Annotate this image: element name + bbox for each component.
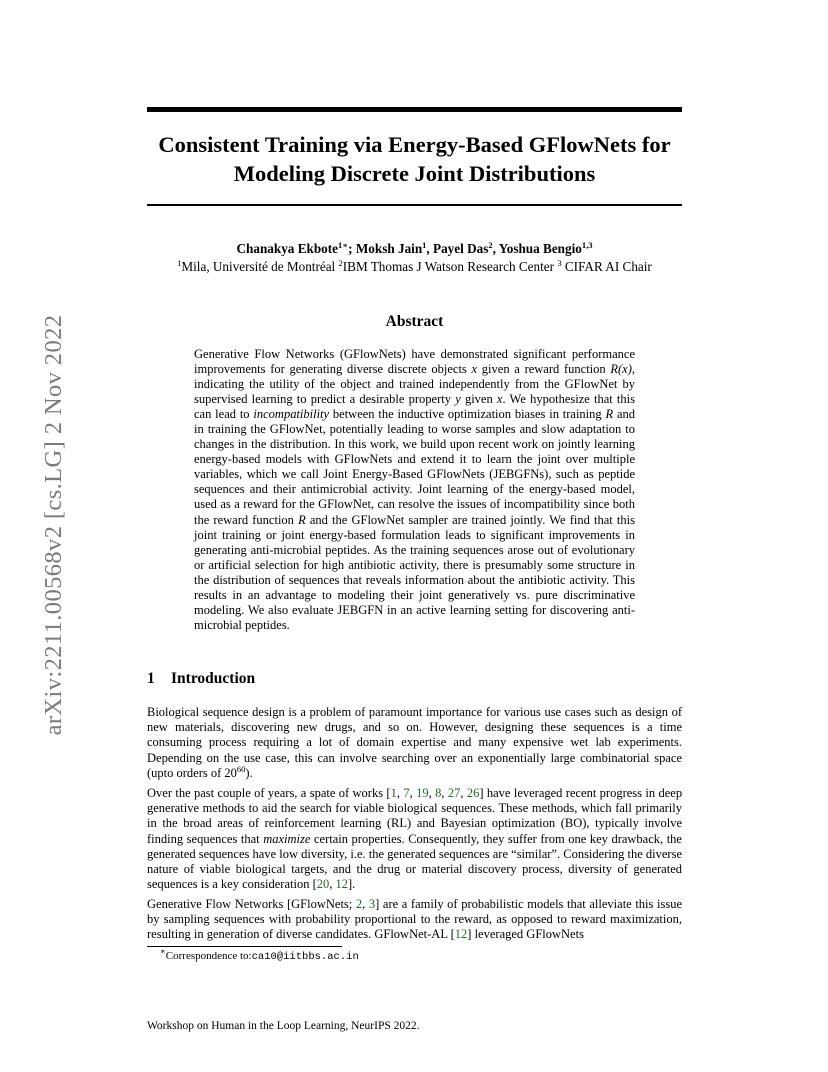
title-line-2: Modeling Discrete Joint Distributions	[233, 161, 596, 186]
math-var: x	[496, 392, 503, 407]
aff-1-sup: 1	[177, 258, 182, 268]
abstract-text: between the inductive optimization biases in training	[329, 407, 606, 422]
abstract-text: and in training the GFlowNet, potentially leading to worse samples and slow adaptation to changes in the distribution. In this work, we build upon recent work on jointly learning energy-based models with GFlowNets and extend it to learn the joint over multiple variables, which we call Joint Energy-Based GFlowNets (JEBGFNs), such as peptide sequences and their antimicrobial activity. Joint learning of the energy-based model, used as a reward for the GFlowNet, can resolve the issues of incompatibility since both the reward function	[194, 407, 636, 527]
abstract-heading: Abstract	[385, 313, 444, 330]
section-number: 1	[147, 670, 155, 687]
citation-link[interactable]: 8	[435, 786, 442, 800]
body-text: certain properties. Consequently, they suffer from one key drawback, the generated sequences have low diversity, i.e. the generated sequences are “similar”. Considering the diverse nature of viable biological targets, and the drug or material discovery process, diversity of generated sequences is a key consideration [	[147, 831, 682, 892]
author-1-sup: 1∗	[338, 240, 349, 250]
author-2-sup: 1	[422, 240, 427, 250]
body-text: Over the past couple of years, a spate of works [	[147, 786, 391, 800]
venue-footer: Workshop on Human in the Loop Learning, NeurIPS 2022.	[147, 1020, 420, 1032]
paragraph-1	[147, 705, 682, 781]
paragraph-2: Over the past couple of years, a spate of works [1, 7, 19, 8, 27, 26] have leveraged recent progress in deep generative methods to aid the search for viable biological sequences. These methods, which fall primarily in the broad areas of reinforcement learning (RL) and Bayesian optimization (BO), typically involve finding sequences that maximize certain properties. Consequently, they suffer from one key drawback, the generated sequences have low diversity, i.e. the generated sequences are “similar”. Considering the diverse nature of viable biological targets, and the drug or material discovery process, diversity of generated sequences is a key consideration [20, 12].	[147, 786, 683, 892]
citation-link[interactable]: 27	[447, 786, 461, 800]
body-text: ].	[347, 877, 356, 892]
math-var: R	[605, 407, 614, 422]
section-heading	[147, 670, 255, 688]
author-4-sup: 1,3	[581, 240, 593, 250]
citation-link[interactable]: 7	[403, 786, 410, 800]
affiliation-2: IBM Thomas J Watson Research Center	[342, 259, 558, 274]
citation-link[interactable]: 12	[454, 927, 468, 942]
footnote	[160, 946, 359, 964]
abstract-text: . We hypothesize that this can lead to	[194, 392, 635, 422]
math-var: R	[298, 512, 306, 527]
citation-link[interactable]: 12	[335, 877, 348, 892]
section-title: Introduction	[171, 670, 256, 687]
citation-link[interactable]: 1	[390, 786, 397, 800]
emphasis: maximize	[263, 831, 311, 846]
affiliations	[140, 258, 689, 276]
superscript: 60	[236, 763, 246, 774]
arxiv-stamp-text: arXiv:2211.00568v2 [cs.LG] 2 Nov 2022	[40, 314, 67, 736]
abstract-text: Generative Flow Networks (GFlowNets) have demonstrated significant performance improvements for generating diverse discrete objects	[194, 347, 635, 377]
citation-link[interactable]: 2	[355, 897, 363, 911]
body-text: ] leveraged GFlowNets	[467, 927, 584, 942]
math-var: x	[471, 362, 478, 377]
affiliation-1: Mila, Université de Montréal	[181, 259, 339, 274]
footnote-marker: ∗	[160, 946, 166, 956]
paragraph-3: Generative Flow Networks [GFlowNets; 2, 3] are a family of probabilistic models that alleviate this issue by sampling sequences with probability proportional to the reward, as opposed to reward maximization, resulting in generation of diverse candidates. GFlowNet-AL [12] leveraged GFlowNets	[147, 897, 683, 942]
title-line-1: Consistent Training via Energy-Based GFlowNets for	[158, 132, 671, 157]
footnote-email[interactable]: ca10@iitbbs.ac.in	[251, 951, 359, 963]
abstract-text: given a reward function	[477, 362, 611, 377]
citation-link[interactable]: 20	[316, 877, 330, 892]
author-block	[140, 240, 689, 276]
citation-link[interactable]: 26	[466, 786, 480, 800]
abstract-body	[194, 347, 635, 633]
body-text: Biological sequence design is a problem of paramount importance for various use cases such as design of new materials, discovering new drugs, and so on. However, designing these sequences is a time consuming process requiring a lot of domain expertise and many expensive wet lab experiments. Depending on the use case, this can involve searching over an exponentially large combinatorial space (upto orders of 20	[147, 705, 682, 780]
math-var: y	[455, 392, 461, 407]
math-var: R(x)	[610, 362, 632, 377]
title-top-rule	[147, 107, 682, 112]
body-text: ).	[245, 765, 253, 780]
footnote-rule	[147, 946, 342, 947]
body-text: ] are a family of probabilistic models that alleviate this issue by sampling sequences with probability proportional to the reward, as opposed to reward maximization, resulting in generation of diverse candidates. GFlowNet-AL [	[147, 897, 683, 942]
abstract-text: given	[460, 392, 497, 407]
abstract-text: and the GFlowNet sampler are trained jointly. We find that this joint training or joint energy-based formulation leads to significant improvements in generating anti-microbial peptides. As the training sequences arose out of evolutionary or artificial selection for high antibiotic activity, there is presumably some structure in the distribution of sequences that reveals information about the antibiotic activity. This results in an advantage to modeling their joint generatively vs. pure discriminative modeling. We also evaluate JEBGFN in an active learning setting for discovering anti-microbial peptides.	[194, 512, 635, 632]
footnote-text: Correspondence to:	[165, 950, 252, 962]
paper-title	[147, 130, 682, 188]
title-bottom-rule	[147, 204, 682, 206]
body-text: Generative Flow Networks [GFlowNets;	[147, 897, 356, 911]
author-2: Moksh Jain	[355, 241, 423, 256]
author-3-sup: 2	[488, 240, 493, 250]
body-text: ] have leveraged recent progress in deep generative methods to aid the search for viable biological sequences. These methods, which fall primarily in the broad areas of reinforcement learning (RL) and Bayesian optimization (BO), typically involve finding sequences that	[147, 786, 683, 846]
author-names: Chanakya Ekbote$^{1∗}$; Moksh Jain$^1$, Payel Das$^2$, Yoshua Bengio$^{1,3}$	[236, 240, 593, 256]
citation-link[interactable]: 19	[416, 786, 429, 800]
aff-3-sup: 3	[557, 258, 562, 268]
affiliation-3: CIFAR AI Chair	[561, 259, 652, 274]
author-1: Chanakya Ekbote	[236, 241, 339, 256]
abstract-text: , indicating the utility of the object and trained independently from the GFlowNet by supervised learning to predict a desirable property	[194, 362, 635, 407]
citation-link[interactable]: 3	[368, 897, 376, 911]
author-4: Yoshua Bengio	[498, 241, 582, 256]
aff-2-sup: 2	[338, 258, 343, 268]
author-3: Payel Das	[433, 241, 489, 256]
emphasis: incompatibility	[253, 407, 330, 422]
